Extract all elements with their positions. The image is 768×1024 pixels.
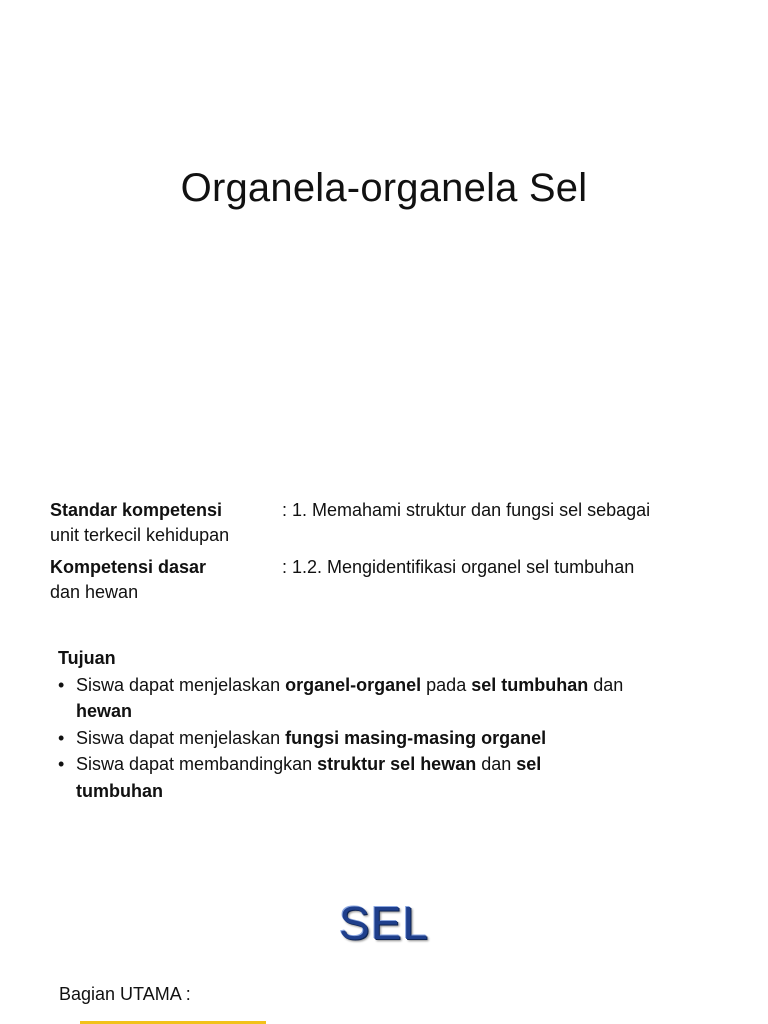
bagian-utama-label: Bagian UTAMA : — [59, 984, 191, 1004]
list-item — [58, 725, 708, 752]
bullet-icon: • — [58, 754, 65, 774]
standar-kompetensi-continuation: unit terkecil kehidupan — [50, 525, 230, 545]
list-item-text: dan — [476, 754, 517, 774]
list-item-emphasis: organel-organel — [285, 674, 422, 695]
standar-kompetensi-label: Standar kompetensi — [50, 500, 223, 520]
list-item — [58, 751, 708, 804]
list-item-text: pada — [421, 674, 472, 695]
sel-heading: SEL — [339, 897, 429, 949]
tujuan-list — [58, 672, 708, 805]
kompetensi-dasar-label: Kompetensi dasar — [50, 557, 207, 577]
list-item-emphasis: sel tumbuhan — [471, 674, 589, 695]
kompetensi-dasar-value: : 1.2. Mengidentifikasi organel sel tumbuhan — [282, 557, 635, 577]
bullet-icon: • — [58, 727, 65, 748]
standar-kompetensi-value: : 1. Memahami struktur dan fungsi sel sebagai — [282, 500, 651, 520]
standar-kompetensi-row — [50, 498, 750, 548]
list-item — [58, 672, 708, 725]
list-item-emphasis: fungsi masing-masing organel — [285, 727, 547, 748]
kompetensi-dasar-row — [50, 555, 750, 605]
list-item-emphasis: tumbuhan — [76, 780, 163, 801]
tujuan-heading: Tujuan — [58, 648, 116, 668]
competency-section — [50, 498, 750, 612]
list-item-text: Siswa dapat menjelaskan — [76, 674, 286, 695]
list-item-emphasis: struktur sel hewan — [317, 754, 477, 774]
tujuan-section — [58, 645, 708, 804]
list-item-text: Siswa dapat menjelaskan — [76, 727, 286, 748]
list-item-text: dan — [588, 674, 624, 695]
list-item-text: Siswa dapat membandingkan — [76, 754, 318, 774]
page-title: Organela-organela Sel — [180, 166, 588, 210]
bullet-icon: • — [58, 674, 65, 695]
kompetensi-dasar-continuation: dan hewan — [50, 582, 139, 602]
list-item-emphasis: hewan — [76, 701, 133, 721]
list-item-emphasis: sel — [516, 754, 542, 774]
